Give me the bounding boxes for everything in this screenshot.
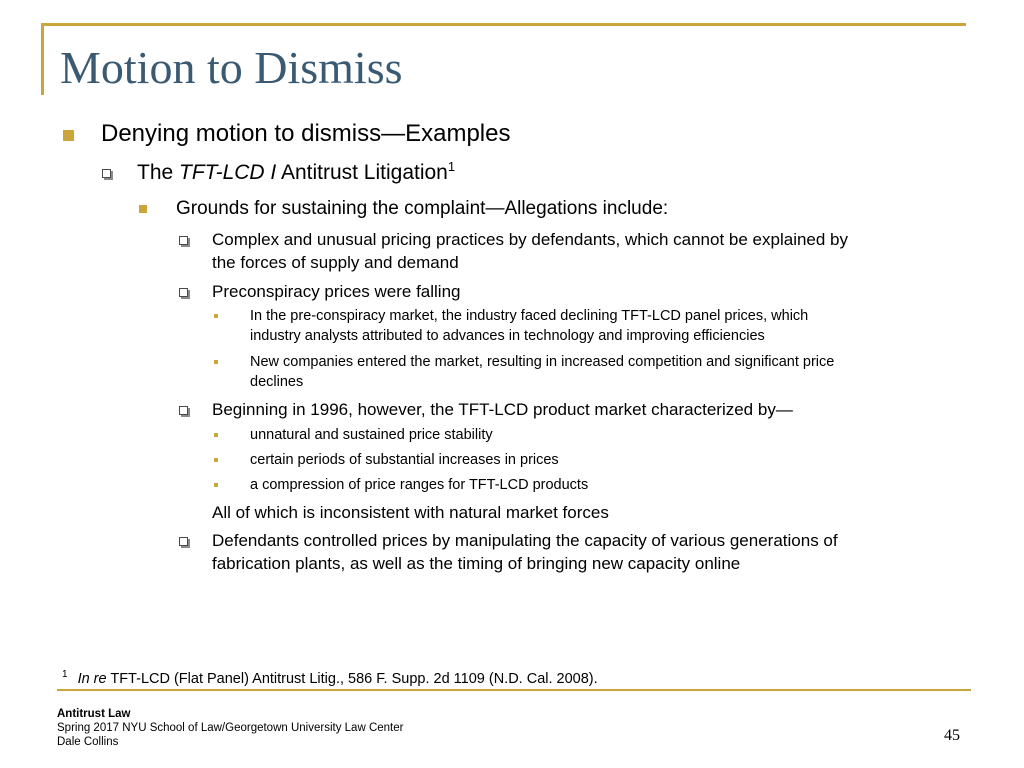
level5-bullet-icon	[214, 360, 218, 364]
point-2-sub-2-line-2: declines	[250, 374, 304, 390]
level2-heading	[137, 160, 455, 186]
level2-bullet-icon	[102, 169, 111, 178]
footer-author: Dale Collins	[57, 736, 119, 748]
page-number: 45	[944, 727, 960, 744]
level5-bullet-icon	[214, 433, 218, 437]
footnote-rule	[57, 689, 971, 691]
level4-bullet-icon	[179, 288, 188, 297]
point-3-sub-3: a compression of price ranges for TFT-LCD products	[250, 477, 589, 493]
slide-title: Motion to Dismiss	[60, 42, 403, 93]
footnote-citation: TFT-LCD (Flat Panel) Antitrust Litig., 586 F. Supp. 2d 1109 (N.D. Cal. 2008).	[106, 670, 598, 687]
level1-bullet-icon	[63, 130, 74, 141]
footnote	[62, 665, 598, 689]
level2-case-name: TFT-LCD I	[179, 161, 277, 184]
point-3-sub-2: certain periods of substantial increases in prices	[250, 452, 559, 468]
point-3-conclusion: All of which is inconsistent with natural market forces	[212, 503, 609, 522]
footnote-italic: In re	[77, 670, 107, 687]
level4-bullet-icon	[179, 236, 188, 245]
footnote-number: 1	[62, 669, 68, 680]
title-frame-horizontal	[41, 23, 966, 26]
level2-prefix: The	[137, 161, 180, 184]
point-4-line-2: fabrication plants, as well as the timing of bringing new capacity online	[212, 554, 741, 573]
point-3-sub-1: unnatural and sustained price stability	[250, 427, 493, 443]
point-1-line-1: Complex and unusual pricing practices by defendants, which cannot be explained by	[212, 230, 849, 249]
point-4-line-1: Defendants controlled prices by manipulating the capacity of various generations of	[212, 531, 838, 550]
point-2-sub-1-line-2: industry analysts attributed to advances in technology and improving efficiencies	[250, 328, 765, 344]
level3-heading: Grounds for sustaining the complaint—Allegations include:	[176, 198, 669, 219]
point-2-sub-2-line-1: New companies entered the market, resulting in increased competition and significant price	[250, 354, 835, 370]
level3-bullet-icon	[139, 205, 147, 213]
footer-term: Spring 2017 NYU School of Law/Georgetown University Law Center	[57, 722, 404, 734]
footnote-ref: 1	[447, 159, 456, 174]
level5-bullet-icon	[214, 314, 218, 318]
footer	[57, 707, 403, 749]
level1-heading: Denying motion to dismiss—Examples	[101, 120, 511, 147]
point-2: Preconspiracy prices were falling	[212, 282, 461, 301]
footer-course: Antitrust Law	[57, 708, 131, 720]
point-3: Beginning in 1996, however, the TFT-LCD product market characterized by—	[212, 400, 793, 419]
point-1-line-2: the forces of supply and demand	[212, 253, 459, 272]
level5-bullet-icon	[214, 458, 218, 462]
level5-bullet-icon	[214, 483, 218, 487]
level4-bullet-icon	[179, 537, 188, 546]
level4-bullet-icon	[179, 406, 188, 415]
level2-suffix: Antitrust Litigation	[276, 161, 448, 184]
title-frame-vertical	[41, 23, 44, 95]
point-2-sub-1-line-1: In the pre-conspiracy market, the industry faced declining TFT-LCD panel prices, which	[250, 308, 809, 324]
